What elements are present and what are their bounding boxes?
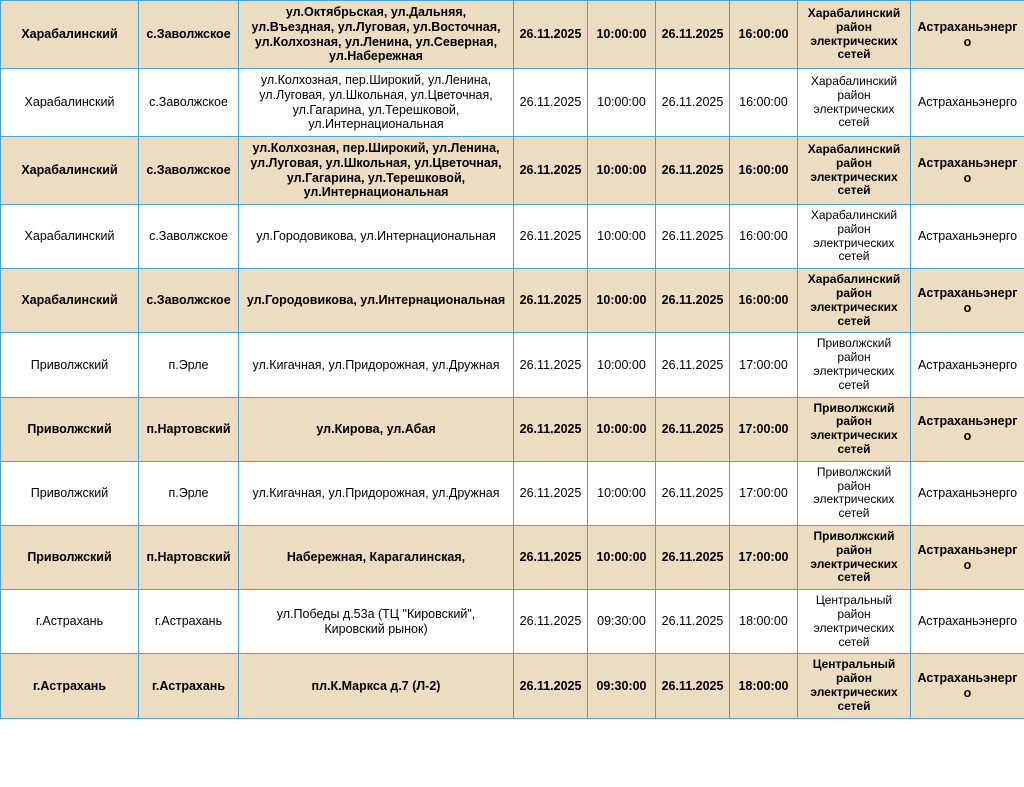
cell-district: г.Астрахань	[1, 654, 139, 718]
cell-date-to: 26.11.2025	[656, 461, 730, 525]
cell-district: Приволжский	[1, 461, 139, 525]
cell-district: Харабалинский	[1, 205, 139, 269]
cell-time-from: 10:00:00	[588, 397, 656, 461]
cell-settlement: с.Заволжское	[139, 69, 239, 137]
cell-streets: пл.К.Маркса д.7 (Л-2)	[239, 654, 514, 718]
cell-streets: ул.Кигачная, ул.Придорожная, ул.Дружная	[239, 461, 514, 525]
cell-network-branch: Харабалинский район электрических сетей	[798, 69, 911, 137]
cell-district: г.Астрахань	[1, 590, 139, 654]
cell-date-to: 26.11.2025	[656, 137, 730, 205]
cell-streets: ул.Колхозная, пер.Широкий, ул.Ленина, ул.Луговая, ул.Школьная, ул.Цветочная, ул.Гагарина, ул.Терешковой, ул.Интернациональная	[239, 137, 514, 205]
cell-company: Астраханьэнерго	[911, 205, 1024, 269]
cell-date-to: 26.11.2025	[656, 1, 730, 69]
cell-district: Харабалинский	[1, 269, 139, 333]
cell-time-from: 10:00:00	[588, 1, 656, 69]
cell-date-to: 26.11.2025	[656, 269, 730, 333]
table-row	[1, 333, 1024, 397]
cell-time-to: 16:00:00	[730, 1, 798, 69]
cell-streets: ул.Колхозная, пер.Широкий, ул.Ленина, ул.Луговая, ул.Школьная, ул.Цветочная, ул.Гагарина, ул.Терешковой, ул.Интернациональная	[239, 69, 514, 137]
cell-network-branch: Приволжский район электрических сетей	[798, 525, 911, 589]
cell-settlement: п.Нартовский	[139, 397, 239, 461]
table-row	[1, 269, 1024, 333]
cell-streets: ул.Победы д.53а (ТЦ "Кировский", Кировский рынок)	[239, 590, 514, 654]
cell-company: Астраханьэнерго	[911, 137, 1024, 205]
cell-streets: ул.Октябрьская, ул.Дальняя, ул.Въездная, ул.Луговая, ул.Восточная, ул.Колхозная, ул.Ленина, ул.Северная, ул.Набережная	[239, 1, 514, 69]
cell-time-from: 10:00:00	[588, 461, 656, 525]
cell-settlement: с.Заволжское	[139, 269, 239, 333]
cell-settlement: г.Астрахань	[139, 590, 239, 654]
cell-district: Харабалинский	[1, 1, 139, 69]
cell-date-from: 26.11.2025	[514, 1, 588, 69]
table-row	[1, 525, 1024, 589]
cell-company: Астраханьэнерго	[911, 461, 1024, 525]
cell-network-branch: Харабалинский район электрических сетей	[798, 269, 911, 333]
cell-time-to: 18:00:00	[730, 654, 798, 718]
cell-time-to: 16:00:00	[730, 69, 798, 137]
cell-streets: Набережная, Карагалинская,	[239, 525, 514, 589]
cell-time-to: 18:00:00	[730, 590, 798, 654]
cell-district: Харабалинский	[1, 137, 139, 205]
cell-streets: ул.Кигачная, ул.Придорожная, ул.Дружная	[239, 333, 514, 397]
table-row	[1, 137, 1024, 205]
cell-time-to: 16:00:00	[730, 205, 798, 269]
cell-date-from: 26.11.2025	[514, 590, 588, 654]
table-row	[1, 69, 1024, 137]
cell-network-branch: Приволжский район электрических сетей	[798, 461, 911, 525]
cell-settlement: с.Заволжское	[139, 137, 239, 205]
cell-network-branch: Приволжский район электрических сетей	[798, 397, 911, 461]
cell-district: Харабалинский	[1, 69, 139, 137]
cell-district: Приволжский	[1, 333, 139, 397]
cell-settlement: с.Заволжское	[139, 205, 239, 269]
table-row	[1, 654, 1024, 718]
cell-company: Астраханьэнерго	[911, 590, 1024, 654]
cell-date-to: 26.11.2025	[656, 69, 730, 137]
cell-settlement: п.Эрле	[139, 461, 239, 525]
cell-time-from: 10:00:00	[588, 269, 656, 333]
cell-settlement: п.Эрле	[139, 333, 239, 397]
cell-date-from: 26.11.2025	[514, 461, 588, 525]
cell-date-to: 26.11.2025	[656, 205, 730, 269]
cell-date-to: 26.11.2025	[656, 590, 730, 654]
cell-district: Приволжский	[1, 525, 139, 589]
cell-time-to: 16:00:00	[730, 137, 798, 205]
cell-company: Астраханьэнерго	[911, 397, 1024, 461]
cell-date-from: 26.11.2025	[514, 137, 588, 205]
cell-date-to: 26.11.2025	[656, 654, 730, 718]
cell-date-from: 26.11.2025	[514, 205, 588, 269]
table-row	[1, 397, 1024, 461]
cell-company: Астраханьэнерго	[911, 69, 1024, 137]
cell-time-to: 17:00:00	[730, 397, 798, 461]
cell-company: Астраханьэнерго	[911, 269, 1024, 333]
cell-date-from: 26.11.2025	[514, 525, 588, 589]
cell-network-branch: Харабалинский район электрических сетей	[798, 1, 911, 69]
cell-date-from: 26.11.2025	[514, 333, 588, 397]
cell-date-from: 26.11.2025	[514, 397, 588, 461]
cell-time-to: 17:00:00	[730, 333, 798, 397]
cell-date-from: 26.11.2025	[514, 654, 588, 718]
cell-settlement: г.Астрахань	[139, 654, 239, 718]
cell-streets: ул.Городовикова, ул.Интернациональная	[239, 205, 514, 269]
cell-company: Астраханьэнерго	[911, 654, 1024, 718]
cell-time-from: 09:30:00	[588, 590, 656, 654]
cell-company: Астраханьэнерго	[911, 333, 1024, 397]
table-row	[1, 461, 1024, 525]
cell-date-to: 26.11.2025	[656, 397, 730, 461]
cell-date-from: 26.11.2025	[514, 69, 588, 137]
cell-network-branch: Приволжский район электрических сетей	[798, 333, 911, 397]
cell-time-to: 17:00:00	[730, 461, 798, 525]
cell-time-from: 10:00:00	[588, 69, 656, 137]
cell-time-to: 17:00:00	[730, 525, 798, 589]
cell-date-from: 26.11.2025	[514, 269, 588, 333]
cell-district: Приволжский	[1, 397, 139, 461]
cell-time-from: 09:30:00	[588, 654, 656, 718]
cell-network-branch: Центральный район электрических сетей	[798, 654, 911, 718]
table-row	[1, 205, 1024, 269]
cell-date-to: 26.11.2025	[656, 333, 730, 397]
cell-streets: ул.Кирова, ул.Абая	[239, 397, 514, 461]
table-body	[1, 1, 1024, 719]
cell-settlement: п.Нартовский	[139, 525, 239, 589]
cell-time-from: 10:00:00	[588, 333, 656, 397]
cell-time-from: 10:00:00	[588, 137, 656, 205]
table-row	[1, 590, 1024, 654]
cell-time-from: 10:00:00	[588, 205, 656, 269]
cell-company: Астраханьэнерго	[911, 1, 1024, 69]
cell-date-to: 26.11.2025	[656, 525, 730, 589]
cell-streets: ул.Городовикова, ул.Интернациональная	[239, 269, 514, 333]
cell-network-branch: Центральный район электрических сетей	[798, 590, 911, 654]
cell-time-to: 16:00:00	[730, 269, 798, 333]
cell-network-branch: Харабалинский район электрических сетей	[798, 137, 911, 205]
table-row	[1, 1, 1024, 69]
cell-network-branch: Харабалинский район электрических сетей	[798, 205, 911, 269]
cell-company: Астраханьэнерго	[911, 525, 1024, 589]
cell-time-from: 10:00:00	[588, 525, 656, 589]
cell-settlement: с.Заволжское	[139, 1, 239, 69]
